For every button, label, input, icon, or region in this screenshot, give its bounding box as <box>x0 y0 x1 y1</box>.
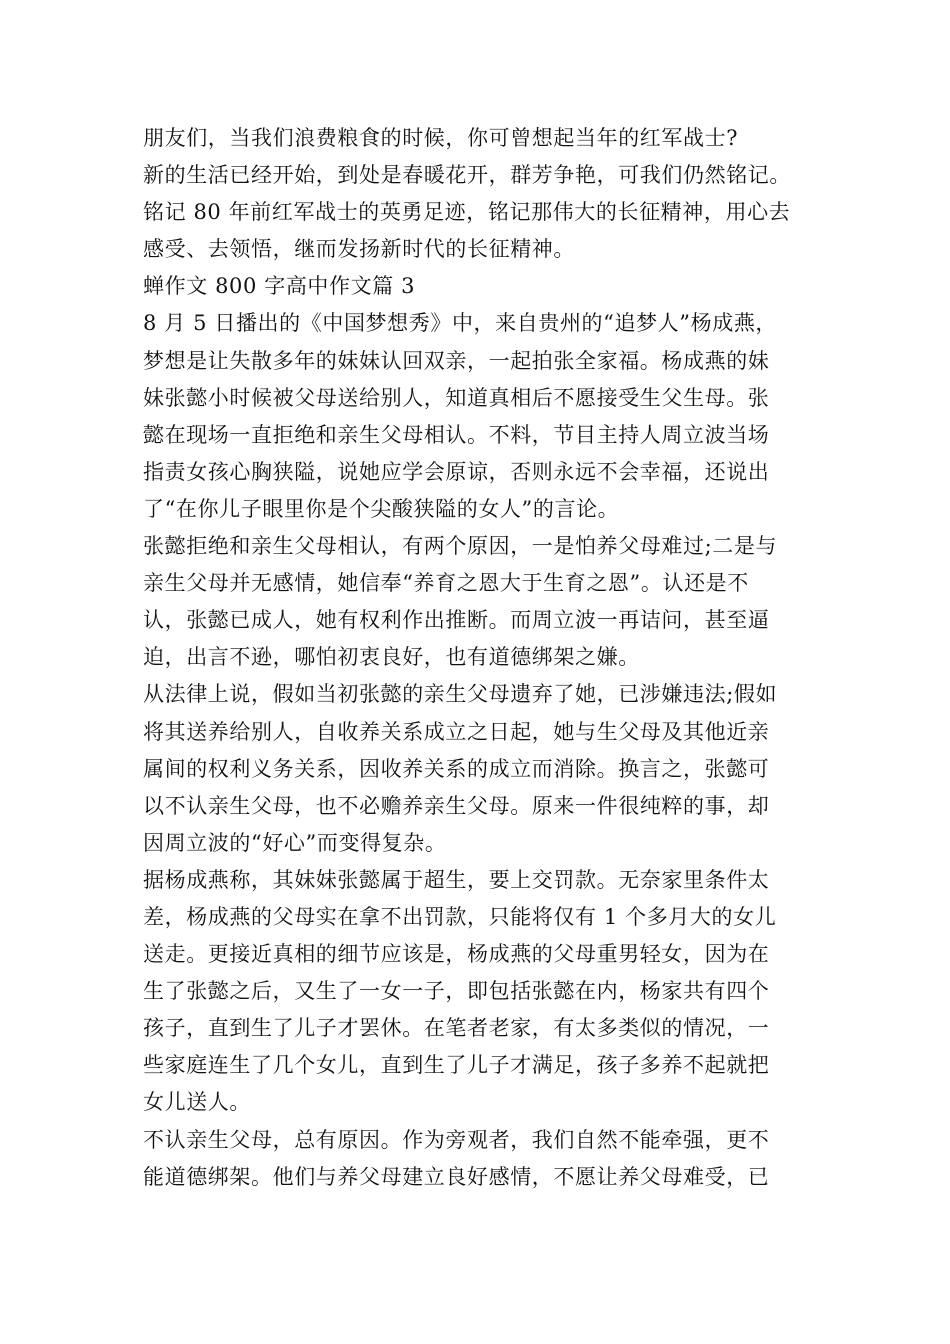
text-line: 懿在现场一直拒绝和亲生父母相认。不料，节目主持人周立波当场 <box>143 422 770 447</box>
text-line: 指责女孩心胸狭隘，说她应学会原谅，否则永远不会幸福，还说出 <box>143 459 770 484</box>
text-line: 属间的权利义务关系，因收养关系的成立而消除。换言之，张懿可 <box>143 756 770 781</box>
text-line: 因周立波的“好心”而变得复杂。 <box>143 830 447 855</box>
text-line: 了“在你儿子眼里你是个尖酸狭隘的女人”的言论。 <box>143 496 620 521</box>
text-line: 据杨成燕称，其妹妹张懿属于超生，要上交罚款。无奈家里条件太 <box>143 867 770 892</box>
text-line: 认，张懿已成人，她有权利作出推断。而周立波一再诘问，甚至逼 <box>143 608 770 633</box>
section-heading: 蝉作文 800 字高中作文篇 3 <box>143 274 416 299</box>
text-line: 不认亲生父母，总有原因。作为旁观者，我们自然不能牵强，更不 <box>143 1127 770 1152</box>
text-line: 孩子，直到生了儿子才罢休。在笔者老家，有太多类似的情况，一 <box>143 1016 770 1041</box>
article-body <box>143 120 823 1196</box>
text-line: 妹张懿小时候被父母送给别人，知道真相后不愿接受生父生母。张 <box>143 385 770 410</box>
text-line: 梦想是让失散多年的妹妹认回双亲，一起拍张全家福。杨成燕的妹 <box>143 348 770 373</box>
text-line: 新的生活已经开始，到处是春暖花开，群芳争艳，可我们仍然铭记。 <box>143 163 791 188</box>
text-line: 差，杨成燕的父母实在拿不出罚款，只能将仅有 1 个多月大的女儿 <box>143 904 777 929</box>
text-line: 铭记 80 年前红军战士的英勇足迹，铭记那伟大的长征精神，用心去 <box>143 200 791 225</box>
text-line: 能道德绑架。他们与养父母建立良好感情，不愿让养父母难受，已 <box>143 1164 770 1189</box>
text-line: 亲生父母并无感情，她信奉“养育之恩大于生育之恩”。认还是不 <box>143 571 749 596</box>
text-line: 些家庭连生了几个女儿，直到生了儿子才满足，孩子多养不起就把 <box>143 1053 770 1078</box>
text-line: 从法律上说，假如当初张懿的亲生父母遗弃了她，已涉嫌违法;假如 <box>143 682 778 707</box>
text-line: 感受、去领悟，继而发扬新时代的长征精神。 <box>143 237 575 262</box>
text-line: 迫，出言不逊，哪怕初衷良好，也有道德绑架之嫌。 <box>143 645 640 670</box>
text-line: 8 月 5 日播出的《中国梦想秀》中，来自贵州的“追梦人”杨成燕， <box>143 311 778 336</box>
text-line: 送走。更接近真相的细节应该是，杨成燕的父母重男轻女，因为在 <box>143 942 770 967</box>
text-line: 以不认亲生父母，也不必赡养亲生父母。原来一件很纯粹的事，却 <box>143 793 770 818</box>
text-line: 生了张懿之后，又生了一女一子，即包括张懿在内，杨家共有四个 <box>143 979 770 1004</box>
text-line: 女儿送人。 <box>143 1090 251 1115</box>
text-line: 张懿拒绝和亲生父母相认，有两个原因，一是怕养父母难过;二是与 <box>143 534 778 559</box>
text-line: 将其送养给别人，自收养关系成立之日起，她与生父母及其他近亲 <box>143 719 770 744</box>
text-line: 朋友们，当我们浪费粮食的时候，你可曾想起当年的红军战士? <box>143 126 739 150</box>
